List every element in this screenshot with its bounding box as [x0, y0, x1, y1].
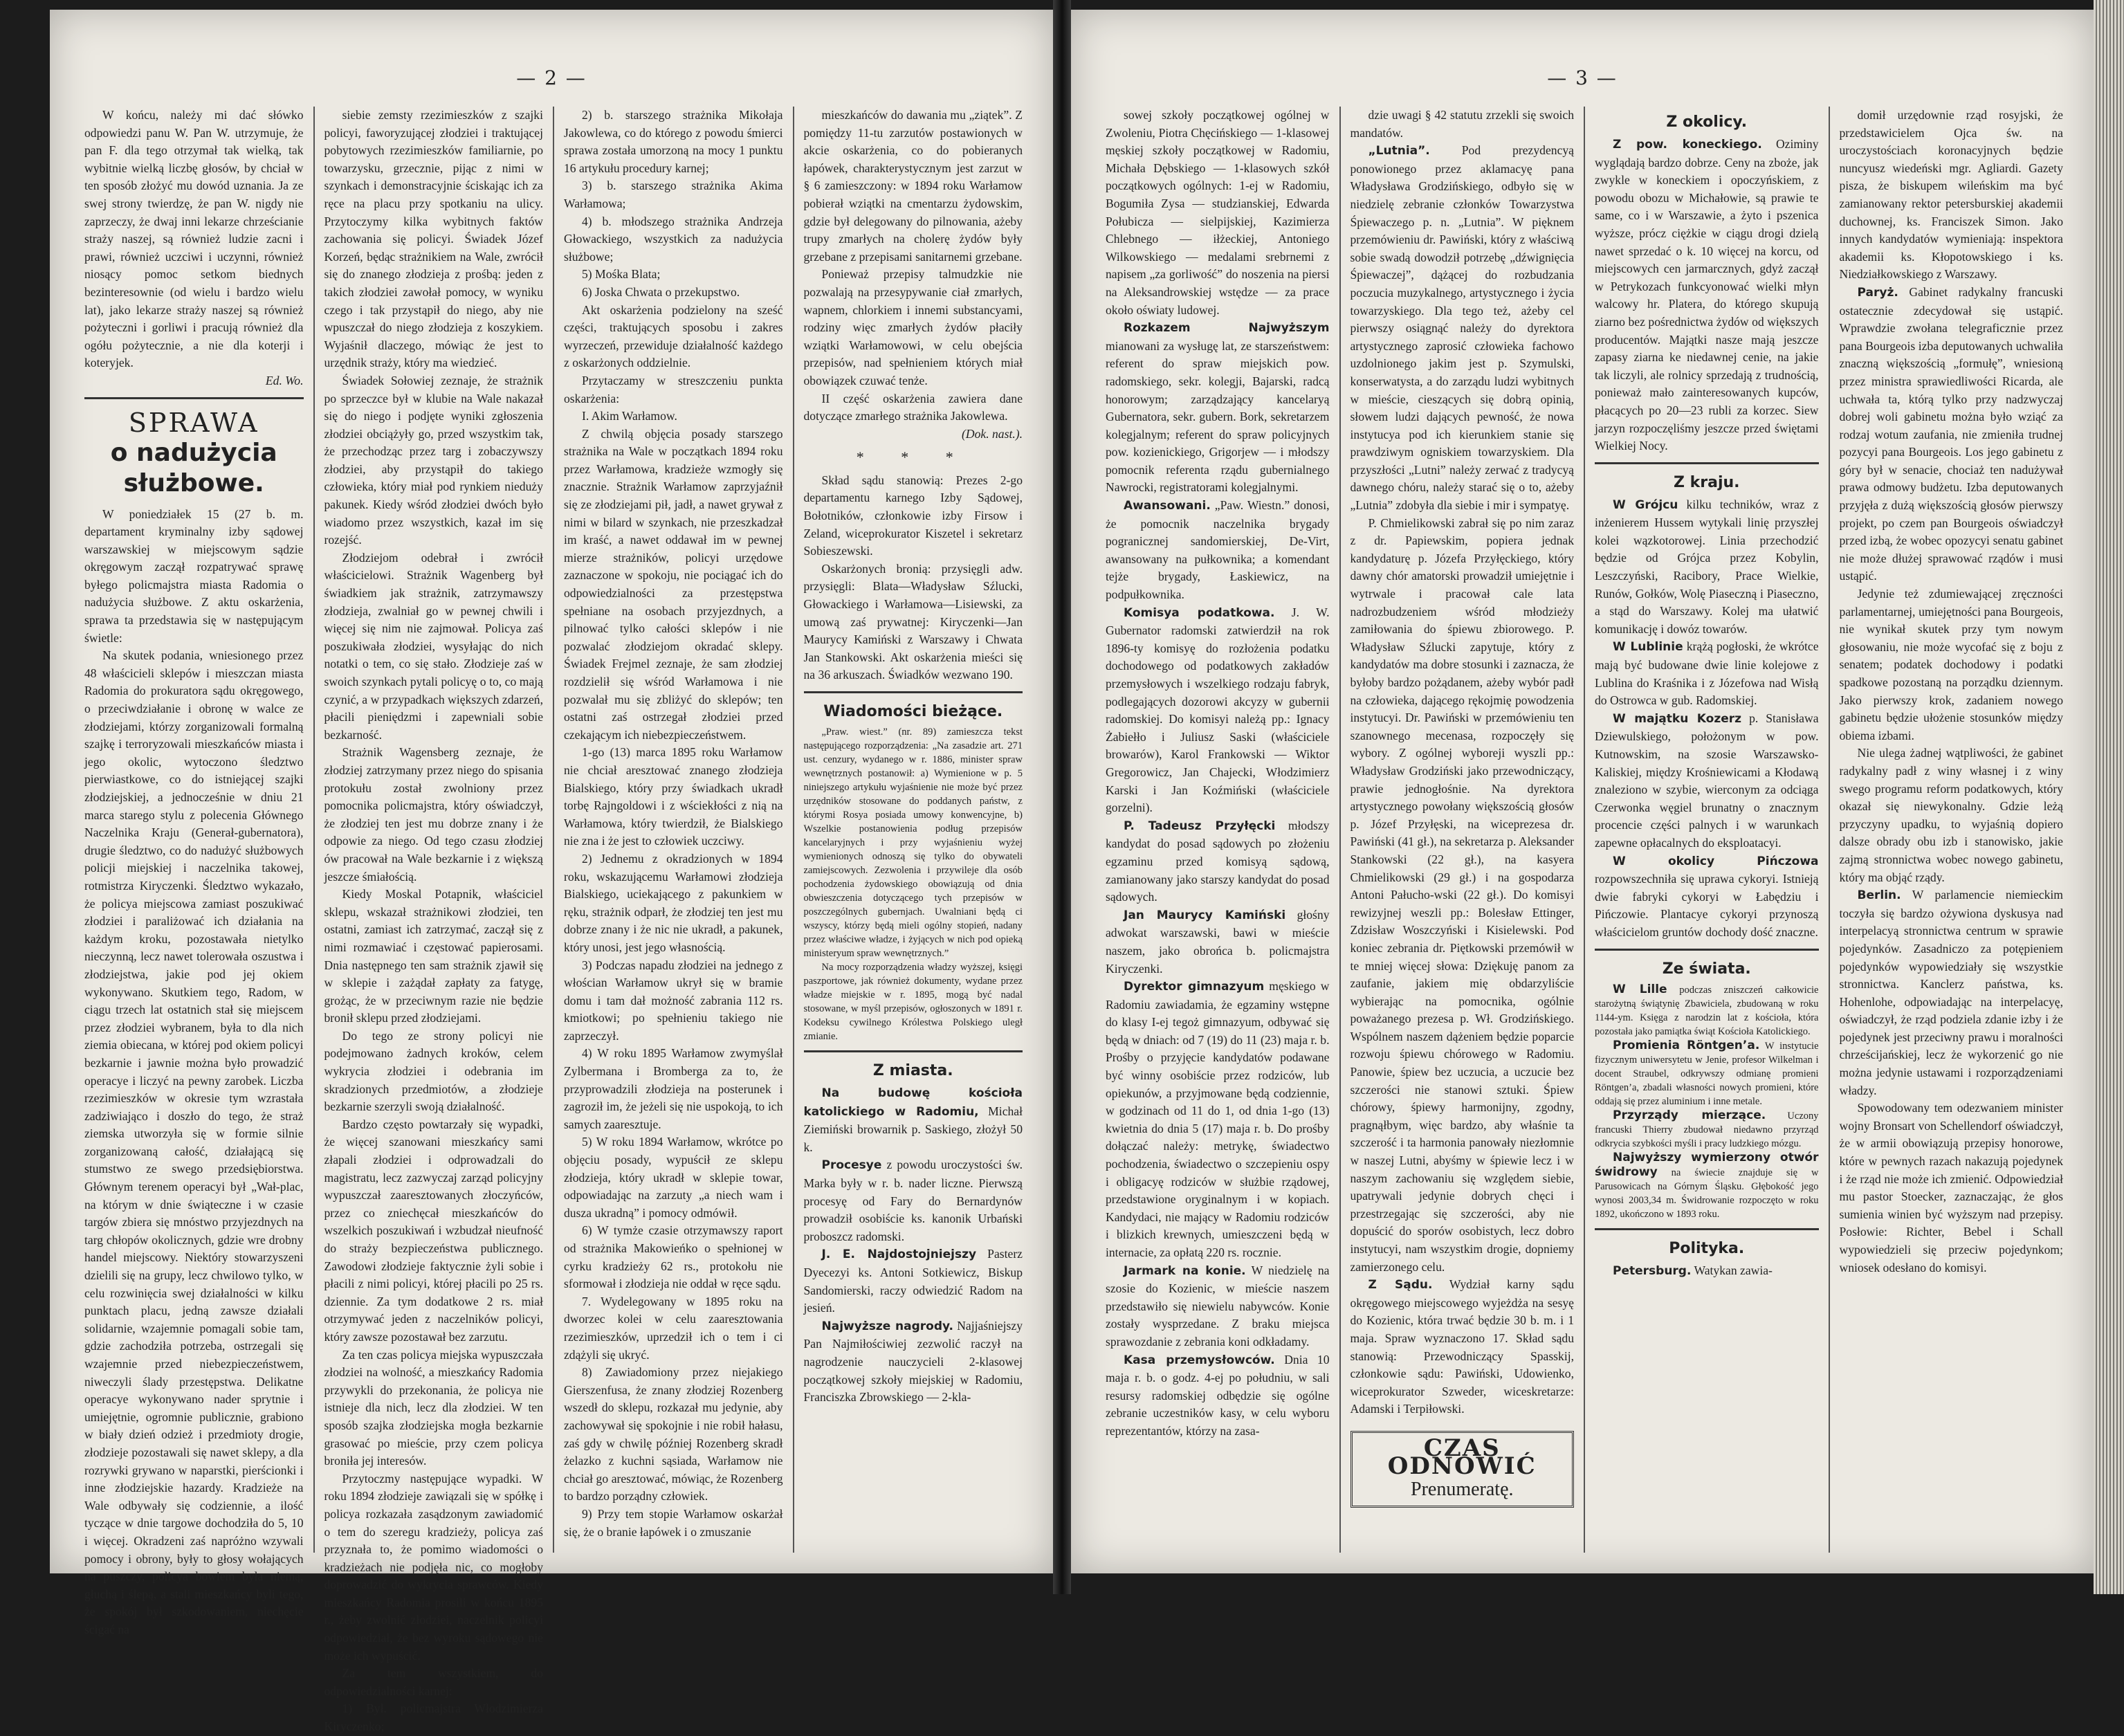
paragraph-body: Pasterz Dyecezyi ks. Antoni Sotkiewicz, Biskup Sandomierski, raczy odwiedzić Radom na jesień.	[803, 1247, 1023, 1315]
article-paragraph: 6) Joska Chwata o przekupstwo.	[582, 284, 740, 299]
section-heading: Z kraju.	[1674, 473, 1740, 491]
article-paragraph: domił urzędownie rząd rosyjski, że przedstawicielem Ojca św. na uroczystościach koronacyjnych będzie nuncyusz wiedeński mgr. Agliardi. Gazety pisza, że biskupem wileńskim ma być zamianowany rektor petersburskiej akademii duchownej, ks. Franciszek Simon. Jako innych kandydatów wymieniają: inspektora akademii ks. Kłopotowskiego i ks. Niedziałkowskiego z Warszawy.	[1839, 108, 2063, 282]
section-heading: Ze świata.	[1662, 960, 1751, 978]
article-paragraph: Z chwilą objęcia posady starszego strażnika na Wale w początkach 1894 roku przez Warłamowa, kradzieże wzmogły się znacznie. Strażnik Warłamow zaprzyjaźnił się ze złodziejami pił, jadł, a nawet grywał z nimi w bilard w szynkach, nie przeszkadzał im kraść, a nawet oddawał im w pewnej mierze strażników, policyi urzędowe zaznaczone w spokoju, nie pociągać ich do odpowiedzialności za przestępstwa spełniane na osobach przyjezdnych, a pilnować tylko całości sklepów i nie pozwalać złodziejom okradać sklepy. Świadek Frejmel zeznaje, że sam złodziej rozdzielił się wśród Warłamowa i nie pozwalał mu się zbliżyć do sklepów; ten ostatni zaś ostrzegał złodziei przed czekającym ich niebezpieczeństwem.	[564, 426, 783, 742]
paragraph-lead: W Grójcu	[1613, 497, 1678, 512]
article-paragraph	[1351, 1276, 1575, 1418]
paragraph-lead: Dyrektor gimnazyum	[1124, 980, 1265, 994]
paragraph-body: Watykan zawia-	[1691, 1263, 1773, 1277]
article-paragraph	[1840, 284, 2064, 585]
paragraph-body: mianowani za wysługę lat, ze starszeństwem: referent do spraw miejskich pow. radomskiego, sekr. kolegji, Bajarski, radcą honorowym; zarządzający kancelaryą Gubernatora, sekr. gubern. Bork, sekretarzem kolegjalnym; referent do spraw policyjnych pow. kozienickiego, Grigorjew — i młodszy pomocnik referenta rządu gubernialnego Nawrocki, registratorami kolegjalnymi.	[1106, 338, 1330, 495]
text-column	[1830, 107, 2073, 1553]
signature: Ed. Wo.	[265, 373, 304, 387]
article-paragraph: sowej szkoły początkowej ogólnej w Zwoleniu, Piotra Chęcińskiego — 1-klasowej męskiej szkoły początkowej w Radomiu, Michała Dębskiego — 1-klasowych szkół początkowych ogólnych: 1-ej w Radomiu, Bogumiła Zysa — studzianskiej, Edwarda Połubicza — sielpijskiej, Kazimierza Chlebnego — iłżeckiej, Antoniego Wilkowskiego — medalami srebrnemi z napisem „za gorliwość” do noszenia na piersi na Aleksandrowskiej wstędze — za prace około oświaty ludowej.	[1106, 108, 1330, 317]
paragraph-body: kilku techników, wraz z inżenierem Hussem wytykali linię przyszłej kolei wązkotorowej. Linia przechodzić będzie od Grójca przez Kobylin, Leszczyński, Racibory, Prace Wielkie, Runów, Gołków, Wolę Piaseczną i Piaseczno, a stąd do Warszawy. Kolej ma ułatwić komunikację i dowóz towarów.	[1595, 497, 1819, 636]
article-paragraph	[1106, 978, 1330, 1262]
paragraph-lead: Na budowę kościoła katolickiego w Radomiu,	[803, 1086, 1023, 1119]
article-paragraph	[1106, 906, 1330, 978]
paragraph-body: Oziminy wyglądają bardzo dobrze. Ceny na zboże, jak zwykle w koneckiem i opoczyńskiem, z powodu obozu w Michałowie, są prawie te same, co i w Warszawie, a żyto i pszenica wyższe, prócz ciężkie w ciągu drogi dzielą nawet sprzedać o k. 10 więcej na korcu, od miejscowych cen jarmarcznych, gdyż zaczął w Petrykozach funkcyonować wielki młyn walcowy hr. Platera, do którego skupują ziarno bez pośrednictwa żydów od większych producentów. Majątki nasze mają jeszcze zapasy ziarna ke niedawnej cenie, na jakie tak liczyli, ale rolnicy sprzedają z trudnością, ponieważ mało zainteresowanych kupców, płacących po 20—23 rubli za korzec. Siew jarzyn rozpoczęliśmy jeszcze przed świętami Wielkiej Nocy.	[1595, 137, 1819, 453]
paragraph-lead: P. Tadeusz Przyłęcki	[1124, 819, 1276, 833]
paragraph-body: Gabinet radykalny francuski ostatecznie zdecydował się ustąpić. Wprawdzie zwołana telegraficznie przez pana Bourgeois izba deputowanych uchwaliła znaczną większością „formułę”, wniesioną przez ministra sprawiedliwości Ricarda, ale uchwała ta, którą tylko przy nadzwyczaj dobrej woli gabinetu można było wziąć za rodzaj wotum zaufania, nie zmieniła trudnej pozycyi pana Bourgeois. Los jego gabinetu z góry był w senacie, chociaż ten nadużywał prawa odmowy budżetu. Izba deputowanych przyjęła z dużą większością głosów pierwszy projekt, po czem pan Bourgeois oświadczył przed izbą, że wobec opozycyi senatu gabinet nie może dłużej sprawować rządów i musi ustąpić.	[1839, 284, 2063, 583]
article-subheadline: o nadużycia służbowe.	[110, 438, 277, 497]
paragraph-body: Uczony francuski Thierry zbudował niedawno przyrząd odkrycia szybkości myśli i pracy ludzkiego mózgu.	[1595, 1110, 1819, 1149]
article-paragraph	[1595, 1262, 1819, 1281]
article-paragraph	[804, 1084, 1023, 1156]
article-headline: SPRAWA	[128, 407, 259, 438]
article-paragraph: Świadek Sołowiej zeznaje, że strażnik po sprzeczce był w klubie na Wale nakazał się do niego i podjęte wyniki zgłoszenia złodziei obciążyły go, przed wszystkim tak, że przechodząc przez targ i zobaczywszy złodziei, aby przystąpił do takiego człowieka, który miał pod rynkiem nieduży pakunek. Kiedy wśród złodziei dwóch było wiadomo przez wszystkich, kazał im się rozejść.	[324, 373, 543, 547]
article-paragraph: dzie uwagi § 42 statutu zrzekli się swoich mandatów.	[1350, 108, 1574, 140]
section-heading: Polityka.	[1669, 1239, 1745, 1257]
article-paragraph: Ponieważ przepisy talmudzkie nie pozwalają na przesypywanie ciał zmarłych, wapnem, chlorkiem i innemi substancyami, rodziny więc zmarłych żydów płaciły wziątki Warłamowowi, w celu obejścia przepisów, nad spełnieniem których miał obowiązek czuwać tenże.	[803, 267, 1023, 387]
article-paragraph: 3) b. starszego strażnika Akima Warłamowa;	[564, 179, 783, 210]
article-paragraph: 4) W roku 1895 Warłamow zwymyślał Zylbermana i Bromberga za to, że przyprowadzili złodzieja na posterunek i zagroził im, że jeżeli się nie uspokoją, to ich samych zaaresztuje.	[564, 1046, 783, 1131]
article-paragraph: Spowodowany tem odezwaniem minister wojny Bronsart von Schellendorf oświadczył, że w armii obowiązują przepisy honorowe, które w pewnych razach nakazują pojedynek i że rząd nie może ich zmienić. Odpowiedział mu pastor Stoecker, zaznaczając, że głos sumienia winien być wyższym nad przepisy. Posłowie: Richter, Bebel i Schall wypowiedzieli się przeciw pojedynkom; wniosek odesłano do komisyi.	[1839, 1101, 2063, 1274]
paragraph-body: na świecie znajduje się w Parusowicach na Górnym Śląsku. Głębokość jego wynosi 2003,34 m. Świdrowanie rozpoczęto w roku 1892, ukończono w 1893 roku.	[1595, 1167, 1819, 1220]
section-heading: Wiadomości bieżące.	[823, 703, 1003, 720]
text-column	[1096, 107, 1341, 1553]
section-divider	[1595, 949, 1819, 951]
article-paragraph: 9) Przy tem stopie Warłamow oskarżał się, że o branie łapówek i o zmuszanie	[564, 1506, 783, 1539]
section-heading: Z okolicy.	[1666, 113, 1748, 131]
paragraph-lead: Berlin.	[1857, 888, 1901, 903]
paragraph-lead: J. E. Najdostojniejszy	[821, 1248, 977, 1262]
page-number-left: — 2 —	[516, 66, 587, 89]
article-paragraph: 5) W roku 1894 Warłamow, wkrótce po objęciu posady, wypuścił ze sklepu złodzieja, który ukradł w sklepie towar, odpowiadając na zarzuty „a niech wam i dusza ukradną” i pomocy odmówił.	[564, 1135, 783, 1220]
article-paragraph-small	[1595, 983, 1819, 1039]
article-paragraph: 2) b. starszego strażnika Mikołaja Jakowlewa, co do którego z powodu śmierci sprawa została umorzoną na mocy 1 punktu 16 artykułu procedury karnej;	[564, 108, 783, 175]
article-paragraph: Oskarżonych bronią: przysięgli adw. przysięgli: Blata—Władysław Sźlucki, Głowackiego i Warłamowa—Lisiewski, za umową zaś prywatnej: Kiryczenki—Jan Maurycy Kamiński z Warszawy i Chwata Jan Stankowski. Akt oskarżenia mieści się na 36 arkuszach. Świadków wezwano 190.	[803, 561, 1023, 682]
article-paragraph: 3) Podczas napadu złodziei na jednego z włościan Warłamow ukrył się w bramie domu i tam dał możność zabrania 112 rs. kmiotkowi; po spełnieniu takiego nie zaprzeczył.	[564, 958, 783, 1043]
text-column	[554, 107, 794, 1553]
text-column	[315, 107, 555, 1734]
article-paragraph: Kiedy Moskal Potapnik, właściciel sklepu, wskazał strażnikowi złodziei, ten ostatni, zamiast ich zatrzymać, zaczął się z nimi rozmawiać i częstować papierosami. Dnia następnego ten sam strażnik zjawił się w sklepie i zażądał zapłaty za fatygę, grożąc, że w przeciwnym razie nie będzie bronił sklepu przed złodziejami.	[324, 887, 543, 1025]
paragraph-lead: W Lublinie	[1613, 640, 1683, 655]
article-paragraph: Bardzo często powtarzały się wypadki, że więcej szanowani mieszkańcy sami złapali złodziei i odprowadzali do magistratu, lecz zazwyczaj zarząd policyjny wypuszczał zaaresztowanych złoczyńców, przez co zniechęcał mieszkańców do wszelkich poszukiwań i wzbudzał nieufność do straży bezpieczeństwa publicznego. Zawodowi złodzieje faktycznie żyli sobie i płacili z nimi policyi, której płacili po 25 rs. dziennie. Za tym dodatkowe 2 rs. miał otrzymywać jeden z naczelników policyi, który zawsze pozostawał bez zarzutu.	[324, 1117, 543, 1344]
paragraph-lead: Awansowani.	[1124, 499, 1211, 513]
right-page	[1071, 10, 2094, 1573]
section-divider	[804, 1050, 1023, 1052]
text-column	[1585, 107, 1830, 1553]
right-page-columns	[1096, 107, 2073, 1553]
subscription-ad-box	[1351, 1431, 1575, 1508]
article-paragraph	[1106, 1351, 1330, 1441]
paragraph-lead: Z Sądu.	[1368, 1278, 1433, 1292]
article-paragraph: 2) Jednemu z okradzionych w 1894 roku, wskazującemu Warłamowi złodzieja Bialskiego, uciekającego z pakunkiem w ręku, strażnik odparł, że złodziej ten jest mu dobrze znany i że nic nie ukradł, a pakunek, który unosi, jest jego własnością.	[564, 851, 783, 954]
paragraph-lead: Najwyższe nagrody.	[821, 1319, 953, 1333]
separator-stars: * * *	[856, 448, 970, 466]
article-paragraph-small	[1595, 1151, 1819, 1221]
paragraph-body: męskiego w Radomiu zawiadamia, że egzaminy wstępne do klasy I-ej tegoż gimnazyum, odbywać się będą w dniach: od 7 (19) do 11 (23) maja r. b. Prośby o przyjęcie kandydatów podawane być winny osobiście przez rodziców, lub opiekunów, a przyjmowane będą codziennie, w godzinach od 11 do 1, od dnia 1-go (13) kwietnia do dnia 5 (17) maja r. b. Do prośby dołączać należy: metrykę, świadectwo pochodzenia, świadectwo o szczepieniu ospy i obligacyę rodziców w służbie rządowej, przedstawione oryginalnym i w kopiach. Kandydaci, nie mający w Radomiu rodziców i blizkich krewnych, umieszczeni będą w internacie, za opłatą 220 rs. rocznie.	[1106, 979, 1330, 1259]
section-divider	[1595, 1228, 1819, 1230]
article-paragraph: Za tem wszystkiem, do odpowiedzialności karnej:	[324, 1666, 543, 1698]
article-paragraph	[804, 1245, 1023, 1317]
paragraph-lead: W majątku Kozerz	[1613, 711, 1742, 726]
article-paragraph: Jedynie też zdumiewającej zręczności parlamentarnej, umiejętności pana Bourgeois, nie wynikał skutek przy tym nowym głosowaniu, nie może wycofać się z boju z senatem; podatek dochodowy i podatki spadkowe pozostaną na porządku dziennym. Jako pierwszy krok, zadaniem nowego gabinetu będzie ułożenie stosunków między obiema izbami.	[1839, 587, 2063, 742]
paragraph-body: głośny adwokat warszawski, bawi w mieście naszem, jako obrońca b. policmajstra Kiryczenki.	[1106, 907, 1330, 976]
paragraph-body: Dnia 10 maja r. b. o godz. 4-ej po południu, w sali resursy radomskiej odbędzie się ogólne zebranie uczestników kasy, w celu wyboru reprezentantów, którzy na zasa-	[1106, 1352, 1330, 1438]
paragraph-body: Michał Ziemiński browarnik p. Saskiego, złożył 50 k.	[803, 1104, 1023, 1154]
article-paragraph	[1595, 852, 1819, 942]
article-paragraph: 7. Wydelegowany w 1895 roku na dworzec kolei w celu zaaresztowania rzezimieszków, uprzedził ich o tem i ci zdążyli się ukryć.	[564, 1294, 783, 1362]
article-paragraph: I. Akim Warłamow.	[582, 409, 677, 423]
paragraph-body: Najjaśniejszy Pan Najmiłościwiej zezwolić raczył na nagrodzenie nauczycieli 2-klasowej początkowej szkoły miejskiej w Radomiu, Franciszka Zbrowskiego — 2-kla-	[803, 1318, 1023, 1405]
paragraph-lead: Z pow. koneckiego.	[1613, 138, 1762, 152]
paragraph-lead: Jan Maurycy Kamiński	[1124, 908, 1286, 922]
paragraph-lead: Komisya podatkowa.	[1124, 605, 1275, 620]
article-paragraph: 1) Był. policmajstra Włodzimierza Kiryczenko;	[324, 1701, 543, 1734]
article-paragraph: II część oskarżenia zawiera dane dotyczące zmarłego strażnika Jakowlewa.	[803, 391, 1023, 423]
article-paragraph: Akt oskarżenia podzielony na sześć części, traktujących sposobu i zakres wyrzeczeń, przewiduje działalność każdego z oskarżonych oddzielnie.	[564, 302, 783, 370]
article-paragraph	[1106, 604, 1330, 817]
article-paragraph: Złodziejom odebrał i zwrócił właścicielowi. Strażnik Wagenberg był świadkiem jak strażnik, zatrzymawszy złodzieja, zwalniał go w pewnej chwili i więcej się nim nie zajmował. Policya zaś poszukiwała złodziei, wysyłając do nich notatki o tem, co się stało. Złodzieje zaś w swoich szynkach pytali policyę o to, co mają czynić, a w przypadkach większych zdarzeń, płacili pieniędzmi i zapewniali sobie bezkarność.	[324, 550, 543, 742]
section-divider	[804, 691, 1023, 693]
article-paragraph-small: Na mocy rozporządzenia władzy wyższej, księgi paszportowe, jak również dokumenty, wydane przez władze miejskie w r. 1895, mogą być nadal stosowane, w myśl przepisów, ogłoszonych w 1891 r. Kodeksu cywilnego Królestwa Polskiego uległ zmianie.	[803, 962, 1023, 1042]
paragraph-body: Wydział karny sądu okręgowego miejscowego wyjeżdża na sesyę do Kozienic, która trwać będzie 30 b. m. i 1 maja. Spraw wyznaczono 17. Skład sądu stanowią: Przewodniczący Spasskij, członkowie sądu: Pawiński, Udowienko, wiceprokurator Szweder, wiceskretarze: Adamski i Terpiłowski.	[1350, 1277, 1574, 1416]
article-paragraph-small	[1595, 1039, 1819, 1108]
paragraph-lead: Kasa przemysłowców.	[1124, 1353, 1275, 1367]
paragraph-body: z powodu uroczystości św. Marka były w r. b. nader liczne. Pierwszą procesyę od Fary do Bernardynów prowadził osobiście ks. kanonik Urbański proboszcz radomski.	[803, 1158, 1023, 1243]
article-paragraph	[1840, 886, 2064, 1099]
article-paragraph	[804, 1156, 1023, 1245]
section-heading: Z miasta.	[872, 1062, 953, 1079]
paragraph-lead: Jarmark na konie.	[1124, 1263, 1246, 1278]
article-paragraph: W poniedziałek 15 (27 b. m. departament kryminalny izby sądowej warszawskiej w miejscowym sądzie okręgowym zaczął rozpatrywać sprawę byłego policmajstra miasta Radomia o nadużycia służbowe. Z aktu oskarżenia, sprawa ta przedstawia się w następującym świetle:	[84, 506, 304, 645]
article-paragraph: P. Chmielikowski zabrał się po nim zaraz z dr. Papiewskim, popiera jednak kandydaturę p. Józefa Przyłęckiego, który dawny chór amatorski prowadził umiejętnie i wytrwale i pracował cale lata nadrozbudzeniem wśród młodzieży zamiłowania do śpiewu zbiorowego. P. Władysław Sźlucki zapytuje, który z kandydatów ma dobre stosunki i zaznacza, że byłoby bardzo pożądanem, ażeby wybór padł na człowieka, dającego rękojmię powodzenia instytucyi. Dr. Pawiński w przemówieniu ten szanownego mecenasa, rozpoczęły się wybory. Z ogólnej wyboreji wyszli pp.: Władysław Grodziński jako przewodniczący, prawie jednogłośnie. Na dyrektora artystycznego powołany większością głosów p. Józef Przyłęski, na wiceprezesa dr. Pawiński (41 gł.), na sekretarza p. Aleksander Stankowski (22 gł.), na kasyera Chmielikowski (29 gł.) i na gospodarza Antoni Pałucho-wski (22 gł.). Do komisyi rewizyjnej weszli pp.: Bolesław Ettinger, Zdzisław Woszczyński i Kisielewski. Pod koniec zebrania dr. Piętkowski przemówił w te mniej więcej słowa: Dziękuję panom za zaufanie, jakiem mię obdarzyliście wybierając na pomocnika, ogólnie poważanego prezesa p. Wł. Grodzińskiego. Wspólnem naszem dążeniem będzie poparcie rozwoju śpiewu chórowego w Radomiu. Panowie, śpiew bez uczucia, a uczucie bez szczerości nie stanowi sztuki. Śpiew chórowy, śpiewy harmonijny, zgodny, pragnąłbym, więc bardzo, aby właśnie ta szczerość i ta harmonia panowały niezłomnie w naszej Lutni, abyśmy w śpiewie lecz i w naszym zachowaniu się względem siebie, upatrywali jedynie dobrych chęci i przestrzegając się szczerości, aby nie dopuścić do sporów osobistych, lecz dobro instytucyi, nam wszystkim drogie, dopniemy zamierzonego celu.	[1350, 515, 1574, 1274]
left-page	[50, 10, 1053, 1734]
paragraph-lead: Procesye	[821, 1158, 882, 1173]
article-paragraph	[1351, 142, 1575, 514]
paragraph-body: Pod prezydencyą ponowionego przez aklamacyę pana Władysława Grodzińskiego, odbyło się w niedzielę zebranie członków Towarzystwa Śpiewaczego p. n. „Lutnia”. W pięknem przemówieniu dr. Pawiński, który z właściwą sobie swadą dowodził potrzebę „dźwignięcia Śpiewaczej”, dążącej do rozbudzania poczucia muzykalnego, artystycznego i życia towarzyskiego. Dla tego też, ażeby cel pierwszy osiągnąć należy do dyrektora artystycznego zaprosić człowieka fachowo uzdolnionego jakim jest p. Szymulski, konserwatysta, a do zarządu ludzi wybitnych w mieście, cieszących się dobrą opinią, słowem ludzi dających pewność, że nowa instytucya pod ich kierunkiem stanie się prawdziwym ogniskiem towarzyskiem. Dla przyszłości „Lutni” należy zerwać z tradycyą dawnego chóru, należy starać się o to, ażeby „Lutnia” zdobyła dla siebie i mir i sympatyę.	[1350, 143, 1574, 513]
paragraph-body: rozpowszechniła się uprawa cykoryi. Istnieją dwie fabryki cykoryi w Łabędziu i Pińczowie. Plantacye cykoryi przynoszą właścicielom gruntów dochody dość znaczne.	[1595, 872, 1819, 939]
paragraph-body: J. W. Gubernator radomski zatwierdził na rok 1896-ty komisyę do rozłożenia podatku dochodowego od podatkowych zakładów przemysłowych i wszelkiego rodzaju fabryk, podlegających dozorowi akcyzy w gubernii radomskiej. Do komisyi należą pp.: Ignacy Żabiełło i Juliusz Saski (właściciele browarów), Karol Frankowski — Wiktor Gregorowicz, Jan Chajecki, Włodzimierz Karski i Jan Koźmiński (właściciele gorzelni).	[1106, 605, 1330, 815]
article-paragraph: 8) Zawiadomiony przez niejakiego Gierszenfusa, że znany złodziej Rozenberg wszedł do sklepu, rozkazał mu jedynie, aby zachowywał się spokojnie i nie robił hałasu, zaś gdy w chwilę później Rozenberg skradł żelazko z kuchni sąsiada, Warłamow nie chciał go aresztować, mówiąc, że Rozenberg to bardzo porządny człowiek.	[564, 1365, 783, 1504]
article-paragraph: Strażnik Wagensberg zeznaje, że złodziej zatrzymany przez niego do spisania protokułu został zwolniony przez pomocnika policmajstra, który oświadczył, że złodziej ten jest mu dobrze znany i że odpowie za niego. Od tego czasu złodziej ów pracował na Wale bezkarnie i z większą jeszcze śmiałością.	[324, 745, 543, 884]
page-edge-strip	[2094, 0, 2124, 1594]
paragraph-body: „Paw. Wiestn.” donosi, że pomocnik naczelnika brygady pogranicznej sandomierskiej, De-Virt, awansowany na pułkownika; a komendant tejże brygady, Łaskiewicz, na podpułkownika.	[1106, 498, 1330, 602]
ad-title: CZAS ODNOWIĆ	[1387, 1434, 1537, 1480]
paragraph-lead: Promienia Röntgen’a.	[1613, 1038, 1760, 1052]
section-divider	[1595, 462, 1819, 464]
paragraph-lead: Petersburg.	[1613, 1263, 1692, 1278]
article-paragraph	[1106, 497, 1330, 604]
article-paragraph	[1595, 638, 1819, 709]
paragraph-body: podczas zniszczeń całkowicie starożytną świątynię Zbawiciela, zbudowaną w roku 1144-ym. Księga z narodzin lat z kościoła, która pozostała jako pamiątka świąt Kościoła Katolickiego.	[1595, 984, 1819, 1037]
article-paragraph	[1595, 710, 1819, 852]
left-page-columns	[75, 107, 1032, 1734]
page-number-right: — 3 —	[1547, 66, 1618, 89]
paragraph-lead: Rozkazem Najwyższym	[1124, 321, 1330, 336]
article-paragraph: 5) Mośka Blata;	[582, 267, 661, 282]
article-paragraph	[1595, 136, 1819, 455]
paragraph-lead: „Lutnia”.	[1368, 144, 1430, 158]
paragraph-body: W niedzielę na szosie do Kozienic, w mieście naszem przedstawiło się niewielu nabywców. Konie zostały wysprzedane. Z braku miejsca sprawozdanie z zebrania koni odkładamy.	[1106, 1263, 1330, 1349]
paragraph-body: młodszy kandydat do posad sądowych po złożeniu egzaminu przed komisyą sądową, zamianowany jako starszy kandydat do posad sądowych.	[1106, 818, 1330, 904]
article-paragraph	[1595, 496, 1819, 639]
paragraph-lead: Przyrządy mierzące.	[1613, 1108, 1766, 1122]
article-paragraph: W końcu, należy mi dać słówko odpowiedzi panu W. Pan W. utrzymuje, że pan F. dla tego otrzymał tak wielką, tak wybitnie wielką liczbę głosów, by chciał w ten sposób złożyć mu dowód uznania. Ja ze swej strony twierdzę, że pan W. nigdy nie zaprzeczy, że dwaj inni lekarze chrześcianie straży naszej, są również ludzie zacni i prawi, również uczciwi i uczynni, również niosący pomoc setkom biednych bezinteresownie (od wielu i bardzo wielu lat), jako lekarze straży naszej są również pożyteczni i gorliwi i pracują również dla ogółu pożytecznie, a nie dla koterji i koteryjek.	[84, 108, 304, 370]
article-paragraph	[1106, 1262, 1330, 1351]
paragraph-lead: W okolicy Pińczowa	[1613, 854, 1819, 868]
paragraph-body: krążą pogłoski, że wkrótce mają być budowane dwie linie kolejowe z Lublina do Kraśnika i z Józefowa nad Wisłą do Ostrowca w gub. Radomskiej.	[1595, 639, 1819, 708]
paragraph-body: W parlamencie niemieckim toczyła się bardzo ożywiona dyskusya nad interpelacyą stronnictwa centrum w sprawie pojedynków. Zasadniczo za potępieniem pojedynków wypowiedziały się wszystkie stronnictwa. Kanclerz państwa, ks. Hohenlohe, odpowiadając na interpelacyę, oświadczył, że rząd podziela zdanie izby i że pojedynek jest przeciwny prawu i moralności chrześcijańskiej, lecz że wykorzenić go nie można jedynie ustawami i rozporządzeniami władzy.	[1839, 888, 2063, 1097]
text-column	[1341, 107, 1586, 1553]
article-paragraph: 6) W tymże czasie otrzymawszy raport od strażnika Makowieńko o spełnionej w cyrku kradzieży 62 rs., protokołu nie sformował i złodzieja nie oddał w ręce sądu.	[564, 1223, 783, 1291]
article-paragraph: Nie ulega żadnej wątpliwości, że gabinet radykalny padł z winy własnej i z winy swego programu reform podatkowych, który okazał się niewykonalny. Gdzie leżą przyczyny upadku, to wyjaśnią dopiero dalsze obrady obu izb i stanowisko, jakie zajmą stronnictwa wobec nowego gabinetu, który ma objąć rządy.	[1839, 746, 2063, 884]
article-paragraph: Na skutek podania, wniesionego przez 48 właścicieli sklepów i mieszczan miasta Radomia do prokuratora sądu okręgowego, o przeciwdziałanie i obronę w walce ze złodziejami, którzy zorganizowali formalną szajkę i terroryzowali mieszkańców miasta i jego okolic, wytoczono śledztwo pierwiastkowe, co do istniejącej szajki złodziejskiej, a jednocześnie w dniu 21 marca starego stylu z polecenia Głównego Naczelnika Kraju (Generał-gubernatora), drugie śledztwo, co do nadużyć służbowych policji miejskiej i naczelnika takowej, rotmistrza Kiryczenki. Śledztwo wykazało, że policya miejscowa zamiast poszukiwać złodziei i paraliżować ich działania na każdym kroku, pozostawała nietylko nieczynną, lecz nawet tolerowała oszustwa i złodziejstwa, jakie pod jej okiem wykonywano. Skutkiem tego, Radom, w ciągu trzech lat ostatnich stał się miejscem przez złodziei wybranem, była to dla nich ziemia obiecana, w której pod okiem policyi bezkarnie i jawnie można było prowadzić operacye i liczyć na pewny zarobek. Liczba rzezimieszków w okresie tym wzrastała zadziwiająco i doszło do tego, że straż ziemska utworzyła się w formie silnie zorganizowaną całość, działającą się stumstwo ze swego przedsiębiorstwa. Głównym terenem operacyi był „Wał-plac, na którym w dnie świąteczne i w czasie targów zbiera się mnóstwo przyjezdnych na targ chłopów okolicznych, gdzie wre drobny handel miejscowy. Niektóry stowarzyszeni dzielili się na grupy, lecz chwilowo tylko, w celu rozwinięcia swej działalności w kilku punktach placu, jedną zawsze działali solidarnie, wzajemnie pomagali sobie tam, gdzie zachodziła potrzeba, ostrzegali się wzajemnie przed niebezpieczeństwem, niweczyli ślady przestępstwa. Delikatne operacye wykonywano nader sprytnie i umiejętnie, ogromnie publicznie, grabiono w biały dzień odzież i przedmioty drogie, złodzieje pozostawali się nawet sklepy, a dla rozrywki grywano w naparstki, pierścionki i inne złodziejskie hazardy. Kradzieże na Wale odbywały się codziennie, a ilość tyczące w dnie targowe dochodziła do 5, 10 i więcej. Okradzeni zaś napróżno wzywali pomocy i obrony, były to głosy wołających na puszczy, policya bowiem była niemą, głuchą i ślepą, a stali mieszkańcy byli tego, że spokój był szkodowaniem, niechęcie ścigać na	[84, 648, 304, 1636]
ad-subtitle: Prenumeratę.	[1411, 1479, 1514, 1501]
paragraph-lead: W Lille	[1613, 982, 1667, 996]
paragraph-body: p. Stanisława Dziewulskiego, położonym w pow. Kutnowskim, na szosie Warszawsko-Kaliskiej, między Krośniewicami a Kłodawą znaleziono w szybie, wierconym za odciąga Czerwonka węgiel brunatny o znacznym procencie części palnych i w warunkach zapewne opłacalnych do eksploatacyi.	[1595, 711, 1819, 850]
article-paragraph: Skład sądu stanowią: Prezes 2-go departamentu karnego Izby Sądowej, Bołotników, członkowie izby Firsow i Zeland, wiceprokurator Kiszetel i sekretarz Sobieszewski.	[803, 473, 1023, 558]
article-paragraph	[1106, 319, 1330, 497]
article-paragraph: 1-go (13) marca 1895 roku Warłamow nie chciał aresztować znanego złodzieja Bialskiego, który przy świadkach ukradł torbę Rajngoldowi i z wściekłości z nią na Warłamowa, który twierdził, że Bialskiego nie zna i że jest to człowiek uczciwy.	[564, 745, 783, 848]
text-column	[794, 107, 1033, 1553]
article-paragraph-small: „Praw. wiest.” (nr. 89) zamieszcza tekst następującego rozporządzenia: „Na zasadzie art. 271 ust. cenzury, wydanego w r. 1886, minister spraw wewnętrznych postanowił: a) Wymienione w p. 5 niniejszego artykułu wyjaśnienie nie może być przez urzędników stosowane do poddanych państw, z którymi Rosya posiada umowy konwencyjne, b) Wszelkie postanowienia podług przepisów kancelaryjnych i przy wyjaśnieniu wyżej wymienionych odnoszą się tylko do obywateli zamiejscowych. Zezwolenia i przywileje dla osób pochodzenia żydowskiego obowiązują od dnia obwieszczenia dotyczącego tych przepisów w poszczególnych gubernjach. Uwalniani będą ci wszyscy, którzy będą mieli ogólny stopień, nadany przez właściwe władze, i żyjących w nich pod opieką ministeryum spraw wewnętrznych.”	[803, 727, 1023, 959]
text-column	[75, 107, 315, 1636]
article-paragraph	[804, 1317, 1023, 1407]
article-paragraph: siebie zemsty rzezimieszków z szajki policyi, faworyzującej złodziei i traktującej pobytowych rzezimieszków familiarnie, po towarzysku, grzecznie, pijąc z nimi w szynkach i demonstracyjnie ściskając ich za ręce na placu przy spotkaniu na ulicy. Przytoczymy kilka wybitnych faktów zachowania się policyi. Świadek Józef Korzeń, będąc strażnikiem na Wale, zwrócił się do znanego złodzieja z prośbą: jeden z takich złodziei zawołał pomocy, w wyniku czego i tak przystąpił do niego, aby nie wpuszczał do niego złodzieja z koszykiem. Wyjaśnił dlaczego, mówiąc że jest to urzędnik straży, który ma wiedzieć.	[324, 108, 543, 370]
article-paragraph: Za ten czas policya miejska wypuszczała złodziei na wolność, a mieszkańcy Radomia przywykli do przekonania, że policya nie istnieje dla nich, lecz dla złodziei. W ten sposób szajka złodziejska mogła bezkarnie grasować po mieście, przy czem policya broniła jej interesów.	[324, 1347, 543, 1468]
article-paragraph: Przytaczamy w streszczeniu punkta oskarżenia:	[564, 373, 783, 405]
article-paragraph: Do tego ze strony policyi nie podejmowano żadnych kroków, celem wykrycia złodziei i odebrania im skradzionych przedmiotów, a złodzieje bezkarnie szerzyli swoją działalność.	[324, 1028, 543, 1114]
signature: (Dok. nast.).	[962, 426, 1023, 441]
article-paragraph: mieszkańców do dawania mu „ziątek”. Z pomiędzy 11-tu zarzutów postawionych w akcie oskarżenia, co do pobieranych łapówek, charakterystycznym jest zarzut w § 6 zamieszczony: w 1894 roku Warłamow pobierał wziątki na cmentarzu żydowskim, gdzie był delegowany do pilnowania, ażeby trupy zmarłych na cholerę żydów były grzebane z przepisami sanitarnemi grzebane.	[803, 108, 1023, 264]
article-paragraph: 4) b. młodszego strażnika Andrzeja Głowackiego, wszystkich za nadużycia służbowe;	[564, 214, 783, 264]
book-gutter	[1053, 0, 1071, 1594]
paragraph-body: W instytucie fizycznym uniwersytetu w Jenie, profesor Wilkelman i docent Straubel, odkrywszy odmianę promieni Röntgen’a, zbadali własności nowych promieni, które oddają się przez aluminium i inne metale.	[1595, 1040, 1819, 1107]
paragraph-lead: Najwyższy wymierzony otwór świdrowy	[1595, 1150, 1819, 1179]
article-paragraph: Przytoczmy następujące wypadki. W roku 1894 złodzieje zawiązali się w spółkę i policya rozkazała zasądzonym zawiadomić o tem do szeregu kradzieży, policya zaś przyznała to, że pomimo wiadomości o kradzieżach nie podjęła nic, co mogłoby doprowadzić do wykrycia sprawców. Kiedy mieszkańcy Radomia prosili w końcu 1895 r., żeby zwolnić złodziei, naczelnik policyi odpowiedział, że bez wyroku sądowego nie może ich wypuścić.	[324, 1471, 543, 1663]
paragraph-lead: Paryż.	[1857, 285, 1898, 300]
article-paragraph-small	[1595, 1108, 1819, 1151]
article-paragraph	[1106, 817, 1330, 906]
section-divider	[84, 397, 304, 399]
